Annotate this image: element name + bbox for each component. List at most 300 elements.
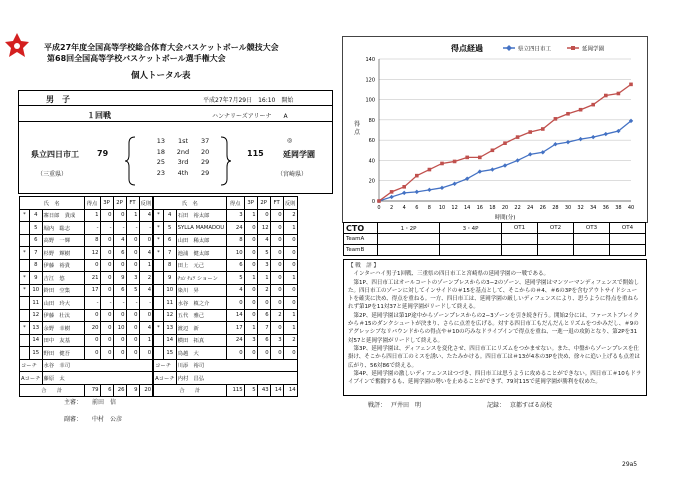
stat-cell: 0: [84, 347, 100, 360]
data-point: [578, 137, 582, 141]
player-name: 鳥越 大: [176, 347, 226, 360]
player-name: 堀内 聡志: [42, 222, 84, 235]
stat-cell: 0: [244, 247, 257, 260]
stat-cell: *: [153, 209, 163, 222]
stat-cell: 0: [100, 259, 113, 272]
tournament-logo-icon: [4, 32, 30, 58]
stat-cell: 8: [84, 234, 100, 247]
stat-cell: 0: [283, 259, 297, 272]
stat-cell: 0: [113, 259, 126, 272]
player-name: 染川 昇: [176, 284, 226, 297]
stat-cell: 10: [29, 284, 42, 297]
stat-cell: [153, 259, 163, 272]
stat-cell: 0: [270, 297, 283, 310]
page-id: 29a5: [622, 461, 638, 468]
team-a-score: 79: [97, 149, 109, 158]
review-paragraph: 第3P、延岡学園は、ディフェンスを変化させ、四日市工にリズムをつかませない。また、中盤からゾーンプレスを仕掛け、そこから四日市工のミスを誘い、たたみかける。四日市工は＃13が4本の3Pを決め、徐々に追い上げるも点差は広がり、56対86で終える。: [348, 345, 640, 369]
stat-cell: 0: [270, 284, 283, 297]
stat-cell: 17: [84, 284, 100, 297]
stat-cell: 0: [126, 334, 139, 347]
data-point: [579, 108, 583, 112]
x-tick-label: 24: [527, 205, 534, 211]
stat-cell: 1: [244, 209, 257, 222]
data-point: [415, 174, 419, 178]
player-name: 伊藤 裕貴: [42, 259, 84, 272]
stat-cell: [153, 272, 163, 285]
team-b-name: 延岡学園: [283, 150, 315, 159]
y-tick-label: 140: [365, 57, 375, 63]
stat-cell: 0: [270, 347, 283, 360]
x-tick-label: 20: [501, 205, 509, 211]
stat-cell: *: [20, 322, 30, 335]
player-name: 鈴田 空集: [42, 284, 84, 297]
quarter-scores: [143, 137, 223, 179]
stat-cell: 10: [113, 322, 126, 335]
table-row: [20, 347, 298, 360]
stat-cell: 15: [29, 347, 42, 360]
player-name: 山田 玲大: [42, 297, 84, 310]
stat-cell: 0: [244, 222, 257, 235]
stat-cell: 0: [100, 347, 113, 360]
stat-cell: 10: [226, 247, 244, 260]
stat-cell: 0: [270, 272, 283, 285]
player-name: 山田 稀太郎: [176, 234, 226, 247]
stat-cell: 5: [163, 222, 176, 235]
player-stats-table: [19, 196, 298, 397]
data-point: [402, 191, 406, 195]
stat-cell: 12: [84, 247, 100, 260]
data-point: [617, 92, 621, 96]
player-name: 横田 拓真: [176, 334, 226, 347]
stat-cell: 11: [29, 297, 42, 310]
stat-cell: 14: [226, 309, 244, 322]
stat-cell: *: [20, 247, 30, 260]
team-a-name: 県立四日市工: [31, 150, 79, 159]
stat-cell: 4: [139, 247, 153, 260]
stat-cell: -: [126, 222, 139, 235]
data-point: [389, 195, 393, 199]
table-header-row: 氏 名 得点 3P 2P FT 反則 氏 名 得点 3P 2P FT 反則: [20, 197, 298, 210]
stat-cell: 0: [113, 334, 126, 347]
player-name: SYLLA MAMADOU: [176, 222, 226, 235]
data-point: [428, 168, 432, 172]
data-point: [541, 127, 545, 131]
data-point: [491, 148, 495, 152]
data-point: [554, 117, 558, 121]
chart-title: 得点経過: [451, 44, 483, 53]
stat-cell: 3: [226, 209, 244, 222]
stat-cell: 5: [29, 222, 42, 235]
review-paragraph: 第2P、延岡学園は第1P途中からゾーンプレスからの2−3ゾーンを引き続き行う。開始2分には、ファーストブレイクから＃15のダンクシュートが決まり、さらに点差を広げる。対する四日市工もだんだんとリズムをつかみだし、＃9のアグレッシブなリバウンドからの得点や＃10の巧みなドライブインで得点を重ね、一進一退の攻防となり、第2Pを31対57と延岡学園がリードして終える。: [348, 312, 639, 344]
stat-cell: 0: [100, 334, 113, 347]
stat-cell: 0: [283, 284, 297, 297]
coach-row: コーチ 水谷 幸司 コーチ 川添 裕司: [20, 359, 298, 372]
stat-cell: [20, 309, 30, 322]
stat-cell: -: [139, 297, 153, 310]
stat-cell: 0: [270, 259, 283, 272]
x-tick-label: 16: [476, 205, 483, 211]
stat-cell: 1: [126, 209, 139, 222]
stat-cell: 0: [126, 234, 139, 247]
data-point: [503, 141, 507, 145]
stat-cell: 11: [163, 297, 176, 310]
stat-cell: [20, 222, 30, 235]
legend-marker: [506, 45, 512, 51]
data-point: [629, 83, 633, 87]
umpire-label: 副審：: [64, 416, 83, 423]
player-name: 水谷 槙之介: [176, 297, 226, 310]
y-axis-label: 点: [353, 129, 361, 136]
stat-cell: *: [153, 222, 163, 235]
x-axis-label: 時間(分): [494, 215, 516, 221]
data-point: [591, 103, 595, 107]
stat-cell: -: [126, 297, 139, 310]
stat-cell: 0: [244, 347, 257, 360]
stat-cell: 2: [257, 284, 270, 297]
stat-cell: 8: [226, 234, 244, 247]
player-name: 寨日郎 貴成: [42, 209, 84, 222]
x-tick-label: 12: [451, 205, 458, 211]
x-tick-label: 40: [627, 205, 635, 211]
stat-cell: 6: [163, 234, 176, 247]
stat-cell: 2: [283, 334, 297, 347]
stat-cell: 9: [29, 272, 42, 285]
stat-cell: 1: [283, 309, 297, 322]
data-point: [440, 186, 444, 190]
stat-cell: 0: [283, 347, 297, 360]
stat-cell: -: [84, 222, 100, 235]
stat-cell: 0: [257, 347, 270, 360]
stat-cell: 0: [84, 309, 100, 322]
stat-cell: 1: [257, 272, 270, 285]
stat-cell: 0: [139, 234, 153, 247]
recorder: 京都すばる高校: [510, 402, 553, 409]
stat-cell: 0: [100, 272, 113, 285]
x-tick-label: 2: [390, 205, 394, 211]
stat-cell: 7: [29, 247, 42, 260]
player-name: ﾁｮﾝ ﾁｪﾂ ショーン: [176, 272, 226, 285]
data-point: [566, 112, 570, 116]
legend-label: 延岡学園: [582, 46, 605, 53]
stat-cell: [153, 334, 163, 347]
game-date-time: 平成27年7月29日 16:10 開始: [203, 97, 294, 104]
y-tick-label: 120: [365, 77, 375, 84]
stat-cell: 4: [226, 284, 244, 297]
stat-cell: 0: [100, 209, 113, 222]
data-point: [452, 182, 456, 186]
stat-cell: 1: [84, 209, 100, 222]
y-tick-label: 40: [368, 158, 375, 165]
stat-cell: 7: [163, 247, 176, 260]
stat-cell: 12: [257, 222, 270, 235]
stat-cell: 0: [126, 259, 139, 272]
stat-cell: [20, 334, 30, 347]
player-name: 伊藤 壮汰: [42, 309, 84, 322]
x-tick-label: 28: [552, 205, 559, 211]
data-point: [402, 185, 406, 189]
y-tick-label: 60: [368, 138, 375, 145]
table-row: [20, 297, 298, 310]
player-name: 五代 雅己: [176, 309, 226, 322]
stat-cell: 13: [29, 322, 42, 335]
score-progress-chart-box: [342, 36, 648, 223]
stat-cell: 8: [163, 259, 176, 272]
category-label: 男 子: [46, 95, 70, 104]
player-name: 田中 友基: [42, 334, 84, 347]
data-point: [390, 190, 394, 194]
stat-cell: [20, 234, 30, 247]
table-row: [20, 334, 298, 347]
y-tick-label: 100: [365, 97, 375, 104]
stat-cell: 14: [29, 334, 42, 347]
data-point: [478, 156, 482, 160]
player-name: 田上 元己: [176, 259, 226, 272]
series-line: [379, 121, 631, 201]
table-row: [20, 222, 298, 235]
player-name: 池浦 健太郎: [176, 247, 226, 260]
stat-cell: 0: [226, 347, 244, 360]
game-info-box: [18, 90, 333, 194]
stat-cell: 2: [283, 209, 297, 222]
data-point: [528, 152, 532, 156]
winner-mark: ◎: [287, 137, 293, 144]
stat-cell: 3: [270, 334, 283, 347]
assistant-coach-row: Aコーチ 藤原 太 Aコーチ 内村 昌弘: [20, 372, 298, 385]
stat-cell: [20, 297, 30, 310]
x-tick-label: 0: [377, 205, 381, 211]
score-progress-chart: [343, 37, 647, 222]
table-row: [20, 272, 298, 285]
team-b-score: 115: [247, 149, 264, 158]
stat-cell: -: [100, 222, 113, 235]
stat-cell: 1: [283, 222, 297, 235]
stat-cell: 0: [126, 322, 139, 335]
game-review-box: [343, 259, 647, 396]
stat-cell: 0: [100, 234, 113, 247]
stat-cell: 0: [270, 234, 283, 247]
cto-team-a-row: TeamA: [344, 234, 646, 245]
stat-cell: 4: [113, 234, 126, 247]
stat-cell: 0: [257, 209, 270, 222]
x-tick-label: 30: [564, 205, 572, 211]
stat-cell: 4: [139, 284, 153, 297]
review-writer: 戸井田 明: [391, 402, 422, 409]
stat-cell: 1: [244, 272, 257, 285]
stat-cell: 7: [257, 322, 270, 335]
stat-cell: 1: [283, 272, 297, 285]
stat-cell: 0: [113, 347, 126, 360]
round-label: １回戦: [87, 111, 111, 120]
stat-cell: 1: [283, 322, 297, 335]
data-point: [453, 160, 457, 164]
stat-cell: [20, 259, 30, 272]
stat-cell: 12: [29, 309, 42, 322]
stat-cell: 0: [100, 309, 113, 322]
stat-cell: 0: [84, 259, 100, 272]
stat-cell: [153, 347, 163, 360]
stat-cell: 5: [126, 284, 139, 297]
stat-cell: 4: [29, 209, 42, 222]
quarter-row: 13 1st 37: [156, 137, 210, 145]
stat-cell: -: [113, 222, 126, 235]
table-row: [20, 247, 298, 260]
y-tick-label: 0: [371, 199, 375, 205]
stat-cell: 6: [226, 259, 244, 272]
player-name: 余野 幸樹: [42, 322, 84, 335]
stat-cell: 0: [100, 247, 113, 260]
data-point: [440, 162, 444, 166]
data-point: [377, 199, 381, 203]
stat-cell: 3: [244, 334, 257, 347]
stat-cell: 13: [163, 322, 176, 335]
stat-cell: 0: [139, 309, 153, 322]
stat-cell: 0: [244, 259, 257, 272]
stat-cell: *: [20, 209, 30, 222]
stat-cell: [153, 284, 163, 297]
stat-cell: 20: [84, 322, 100, 335]
stat-cell: -: [139, 222, 153, 235]
stat-cell: 0: [244, 309, 257, 322]
stat-cell: 0: [126, 347, 139, 360]
recorder-label: 記録：: [487, 402, 506, 409]
stat-cell: 1: [244, 322, 257, 335]
stat-cell: [20, 347, 30, 360]
stat-cell: -: [113, 297, 126, 310]
stat-cell: *: [20, 272, 30, 285]
stat-cell: 5: [257, 247, 270, 260]
review-paragraph: 第4P、延岡学園の激しいディフェンスはつづき、四日市工は思うように攻めることができない。四日市工＃10もドライブインで奮闘するも、延岡学園の勢いを止めることができず、79対115で延岡学園が勝利を収めた。: [348, 370, 642, 386]
stat-cell: 9: [163, 272, 176, 285]
stat-cell: -: [100, 297, 113, 310]
chief-referee-label: 主審：: [64, 399, 83, 406]
data-point: [516, 135, 520, 139]
stat-cell: 6: [257, 334, 270, 347]
quarter-row: 18 2nd 20: [156, 147, 210, 156]
y-tick-label: 20: [368, 178, 375, 185]
stat-cell: [153, 309, 163, 322]
player-name: 石田 裕太郎: [176, 209, 226, 222]
data-point: [427, 188, 431, 192]
table-row: [20, 234, 298, 247]
cto-header-row: CTO 1・2P 3・4P OT1 OT2 OT3 OT4: [344, 223, 646, 234]
stat-cell: 15: [163, 347, 176, 360]
team-b-prefecture: （宮崎県）: [277, 171, 308, 178]
stat-cell: 0: [84, 334, 100, 347]
tournament-title: 平成27年度全国高等学校総合体育大会バスケットボール競技大会: [44, 43, 279, 52]
cto-team-b-row: TeamB: [344, 245, 646, 256]
stat-cell: 0: [100, 322, 113, 335]
stat-cell: 0: [270, 209, 283, 222]
stat-cell: *: [20, 284, 30, 297]
stat-cell: 0: [244, 234, 257, 247]
stat-cell: [153, 297, 163, 310]
data-point: [415, 190, 419, 194]
legend-marker: [571, 46, 575, 50]
player-name: 高野 一輝: [42, 234, 84, 247]
table-row: [20, 284, 298, 297]
player-name: 野田 健吾: [42, 347, 84, 360]
stat-cell: 4: [139, 209, 153, 222]
stat-cell: 4: [163, 209, 176, 222]
x-tick-label: 22: [514, 205, 521, 211]
stat-cell: 0: [126, 309, 139, 322]
y-axis-label: 得: [353, 121, 361, 128]
stat-cell: *: [153, 322, 163, 335]
stat-cell: -: [84, 297, 100, 310]
stat-cell: 24: [226, 222, 244, 235]
venue-label: ハンナリーズアリーナ A: [212, 113, 288, 120]
stat-cell: 24: [226, 334, 244, 347]
chief-referee: 前田 信: [92, 399, 117, 406]
stat-cell: *: [153, 234, 163, 247]
stat-cell: 0: [283, 297, 297, 310]
stat-cell: *: [153, 247, 163, 260]
stat-cell: 10: [163, 284, 176, 297]
page-title: 個人トータル表: [131, 71, 191, 81]
x-tick-label: 18: [489, 205, 496, 211]
x-tick-label: 26: [539, 205, 546, 211]
stat-cell: 0: [100, 284, 113, 297]
stat-cell: 21: [84, 272, 100, 285]
stat-cell: 0: [270, 222, 283, 235]
stat-cell: 0: [244, 297, 257, 310]
stat-cell: 4: [139, 322, 153, 335]
data-point: [528, 130, 532, 134]
data-point: [465, 156, 469, 160]
stat-cell: 3: [257, 259, 270, 272]
stat-cell: 12: [163, 309, 176, 322]
stat-cell: 1: [139, 259, 153, 272]
stat-cell: 3: [126, 272, 139, 285]
stat-cell: 6: [113, 284, 126, 297]
table-row: [20, 259, 298, 272]
stat-cell: 0: [139, 347, 153, 360]
team-a-prefecture: （三重県）: [37, 171, 68, 178]
review-paragraph: インターハイ男子1回戦、三重県の四日市工と宮崎県の延岡学園の一戦である。: [348, 271, 550, 278]
stat-cell: 0: [270, 322, 283, 335]
x-tick-label: 34: [590, 205, 597, 211]
review-writer-label: 戦評：: [368, 402, 387, 409]
data-point: [604, 94, 608, 98]
championship-title: 第68回全国高等学校バスケットボール選手権大会: [47, 54, 226, 63]
data-point: [515, 158, 519, 162]
table-row: [20, 209, 298, 222]
x-tick-label: 4: [402, 205, 406, 211]
table-row: [20, 309, 298, 322]
stat-cell: 5: [226, 272, 244, 285]
stat-cell: 0: [244, 284, 257, 297]
quarter-row: 25 3rd 29: [156, 158, 210, 166]
x-tick-label: 38: [615, 205, 622, 211]
data-point: [503, 163, 507, 167]
x-tick-label: 36: [602, 205, 609, 211]
totals-row: 合 計 79 6 26 9 20 合 計 115 5 43 14 14: [20, 384, 298, 397]
y-tick-label: 80: [368, 117, 375, 124]
quarter-row: 23 4th 29: [156, 168, 210, 177]
table-row: [20, 322, 298, 335]
stat-cell: 0: [226, 297, 244, 310]
stat-cell: 0: [283, 234, 297, 247]
stat-cell: 0: [113, 309, 126, 322]
data-point: [591, 135, 595, 139]
stat-cell: 6: [29, 234, 42, 247]
data-point: [604, 132, 608, 136]
stat-cell: 0: [113, 209, 126, 222]
stat-cell: 1: [139, 334, 153, 347]
x-tick-label: 6: [415, 205, 419, 211]
stat-cell: 9: [113, 272, 126, 285]
stat-cell: 0: [270, 247, 283, 260]
